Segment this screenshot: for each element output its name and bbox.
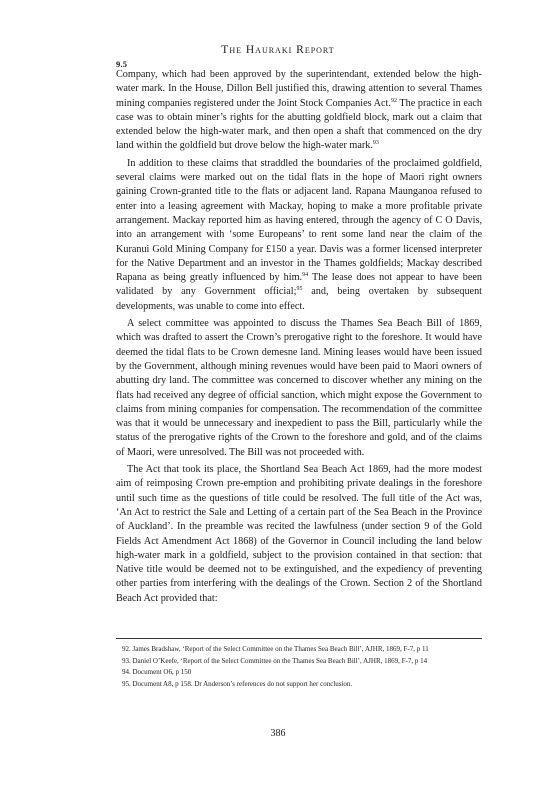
footnotes [122,644,482,690]
footnote-ref[interactable]: 92 [390,97,397,104]
paragraph: Company, which had been approved by the superintendant, extended below the high-water mark. In the House, Dillon Bell justified this, drawing attention to several Thames mining companies registered under the Joint Stock Companies Act.$^{92}$ The practice in each case was to obtain miner’s rights for the abutting goldfield block, mark out a claim that extended below the high-water mark, and then open a shaft that commenced on the dry land within the goldfield but drove below the high-water mark.$^{93}$ [116,69,482,152]
paragraph: In addition to these claims that straddled the boundaries of the proclaimed goldfield, several claims were marked out on the tidal flats in the hope of Maori right owners gaining Crown-granted title to the flats or adjacent land. Rapana Maunganoa refused to enter into a leasing agreement with Mackay, hoping to make a more profitable private arrangement. Mackay reported him as having entered, through the agency of C O Davis, into an arrangement with ‘some Europeans’ to rent some land near the claim of the Kuranui Gold Mining Company for £150 a year. Davis was a former licensed interpreter for the Native Department and an investor in the Thames goldfields; Mackay described Rapana as being greatly influenced by him.$^{94}$ The lease does not appear to have been validated by any Government official;$^{95}$ and, being overtaken by subsequent developments, was unable to come into effect. [116,157,483,312]
footnote: 94. Document O6, p 150 [122,668,192,677]
paragraph: A select committee was appointed to discuss the Thames Sea Beach Bill of 1869, which was drafted to assert the Crown’s prerogative right to the foreshore. It would have deemed the tidal flats to be Crown demesne land. Mining leases would have been issued by the Government, although mining revenues would have been paid to Maori owners of abutting dry land. The committee was concerned to discover whether any mining on the flats had received any degree of official sanction, which might expose the Government to claims from mining companies for compensation. The recommendation of the committee was that it would be unnecessary and inexpedient to pass the Bill, particularly while the status of the prerogative rights of the Crown to the foreshore and gold, and of the claims of Maori, were unresolved. The Bill was not proceeded with. [116,318,482,458]
section-number: 9.5 [116,59,128,69]
page-number: 386 [270,728,286,739]
footnote-ref[interactable]: 94 [302,272,309,279]
body-text [116,68,482,606]
paragraph: The Act that took its place, the Shortland Sea Beach Act 1869, had the more modest aim of reimposing Crown pre-emption and prohibiting private dealings in the foreshore until such time as the questions of title could be resolved. The full title of the Act was, ‘An Act to restrict the Sale and Letting of a certain part of the Sea Beach in the Province of Auckland’. In the preamble was recited the lawfulness (under section 9 of the Gold Fields Act Amendment Act 1868) of the Governor in Council including the land below high-water mark in a goldfield, subject to the provision contained in that section: that Native title would be deemed not to be extinguished, and the expediency of preventing other parties from interfering with the dealings of the Crown. Section 2 of the Shortland Beach Act provided that: [116,464,482,604]
footnote: 92. James Bradshaw, ‘Report of the Select Committee on the Thames Sea Beach Bill’, AJHR, 1869, F-7, p 11 [122,645,429,653]
running-head: The Hauraki Report [221,44,335,56]
footnote: 95. Document A8, p 158. Dr Anderson’s references do not support her conclusion. [122,679,353,688]
footnote: 93. Daniel O’Keefe, ‘Report of the Select Committee on the Thames Sea Beach Bill’, AJHR, 1869, F-7, p 14 [122,656,428,665]
footnote-ref[interactable]: 93 [372,140,379,147]
footnote-ref[interactable]: 95 [296,286,303,293]
footnote-divider [116,638,482,639]
